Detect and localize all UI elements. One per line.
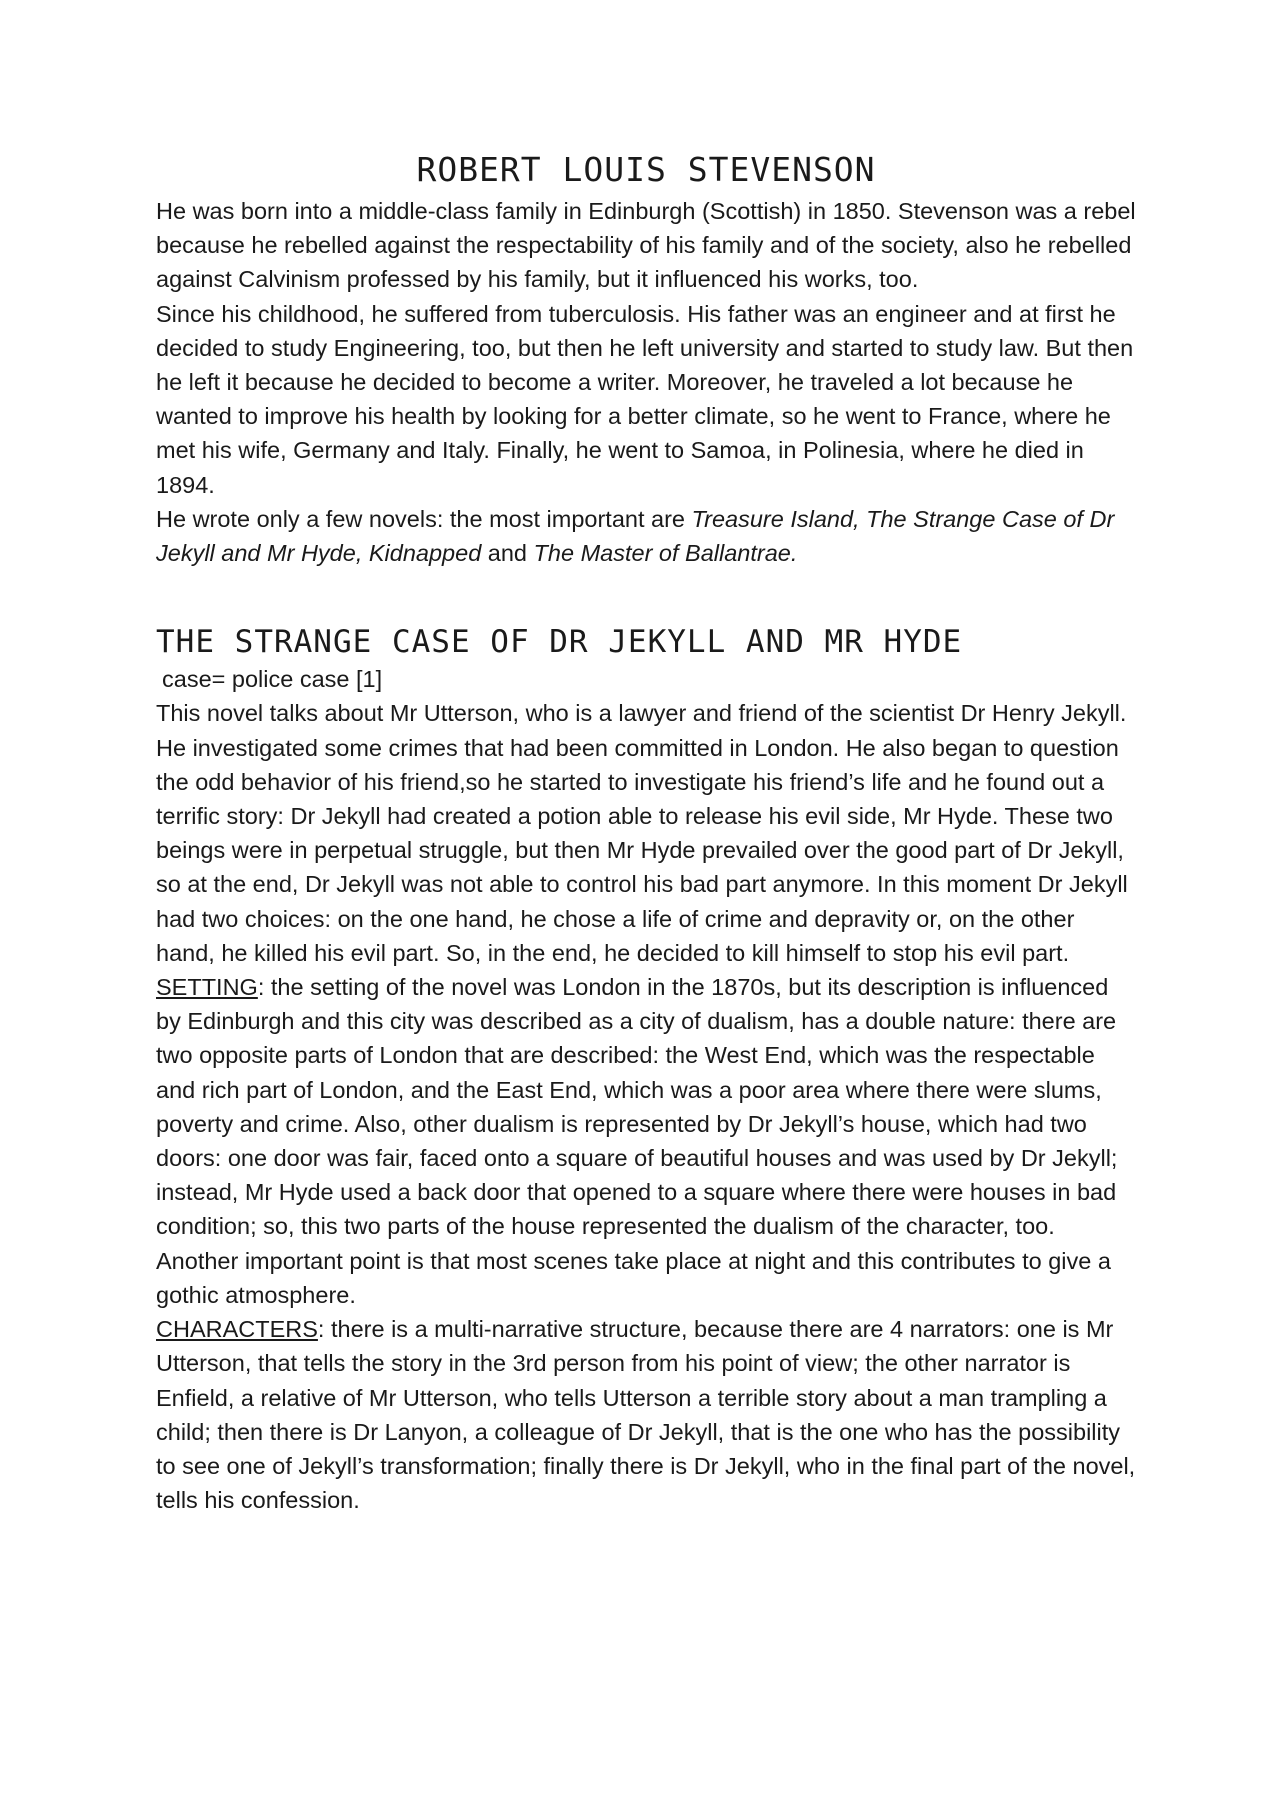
works-and: and <box>481 540 534 567</box>
bio-paragraph-birth: He was born into a middle-class family in Edinburgh (Scottish) in 1850. Stevenson was a rebel because he rebelled against the respectability of his family and of the society, also he rebelled against Calvinism professed by his family, but it influenced his works, too. <box>156 198 1136 293</box>
characters-label: CHARACTERS <box>156 1316 318 1343</box>
works-last-title: The Master of Ballantrae. <box>533 540 798 567</box>
characters-paragraph <box>156 1312 1136 1517</box>
novel-subtitle: case= police case [1] <box>162 666 383 693</box>
works-intro: He wrote only a few novels: the most important are <box>156 505 692 532</box>
setting-text: : the setting of the novel was London in the 1870s, but its description is influenced by Edinburgh and this city was described as a city of dualism, has a double nature: there are two opposite parts of London that are described: the West End, which was the respectable and rich part of London, and the East End, which was a poor area where there were slums, poverty and crime. Also, other dualism is represented by Dr Jekyll’s house, which had two doors: one door was fair, faced onto a square of beautiful houses and was used by Dr Jekyll; instead, Mr Hyde used a back door that opened to a square where there were houses in bad condition; so, this two parts of the house represented the dualism of the character, too. Another important point is that most scenes take place at night and this contributes to give a gothic atmosphere. <box>156 974 1118 1308</box>
bio-paragraph-life: Since his childhood, he suffered from tuberculosis. His father was an engineer and at first he decided to study Engineering, too, but then he left university and started to study law. But then he left it because he decided to become a writer. Moreover, he traveled a lot because he wanted to improve his health by looking for a better climate, so he went to France, where he met his wife, Germany and Italy. Finally, he went to Samoa, in Polinesia, where he died in 1894. <box>156 300 1134 498</box>
setting-paragraph <box>156 970 1136 1312</box>
setting-label: SETTING <box>156 974 258 1001</box>
works-titles: Treasure Island, The Strange Case of Dr Jekyll and Mr Hyde, Kidnapped <box>156 505 1115 567</box>
page-title: ROBERT LOUIS STEVENSON <box>416 150 876 189</box>
novel-summary: This novel talks about Mr Utterson, who is a lawyer and friend of the scientist Dr Henry Jekyll. He investigated some crimes that had been committed in London. He also began to question the odd behavior of his friend,so he started to investigate his friend’s life and he found out a terrific story: Dr Jekyll had created a potion able to release his evil side, Mr Hyde. These two beings were in perpetual struggle, but then Mr Hyde prevailed over the good part of Dr Jekyll, so at the end, Dr Jekyll was not able to control his bad part anymore. In this moment Dr Jekyll had two choices: on the one hand, he chose a life of crime and depravity or, on the other hand, he killed his evil part. So, in the end, he decided to kill himself to stop his evil part. <box>156 700 1128 966</box>
bio-paragraph-works <box>156 502 1136 570</box>
characters-text: : there is a multi-narrative structure, because there are 4 narrators: one is Mr Utterson, that tells the story in the 3rd person from his point of view; the other narrator is Enfield, a relative of Mr Utterson, who tells Utterson a terrible story about a man trampling a child; then there is Dr Lanyon, a colleague of Dr Jekyll, that is the one who has the possibility to see one of Jekyll’s transformation; finally there is Dr Jekyll, who in the final part of the novel, tells his confession. <box>156 1316 1136 1514</box>
document-page <box>156 150 1136 1517</box>
novel-heading: THE STRANGE CASE OF DR JEKYLL AND MR HYDE <box>156 624 963 661</box>
